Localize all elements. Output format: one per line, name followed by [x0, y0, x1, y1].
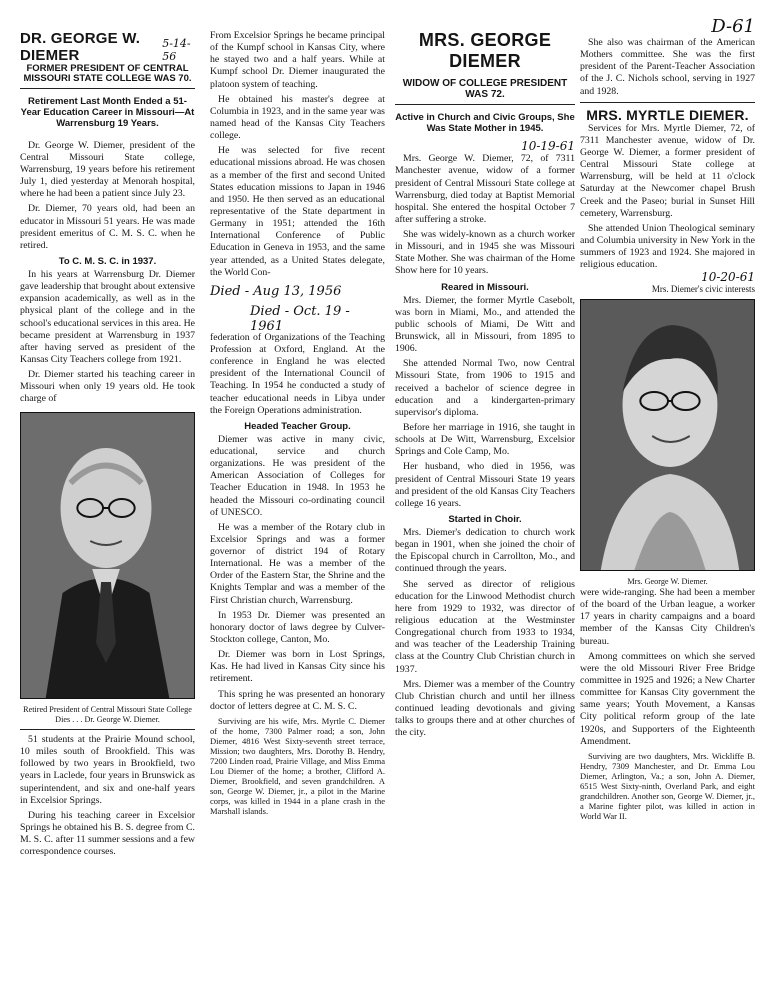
mrs-diemer-paragraph: were wide-ranging. She had been a member of the board of the Urban league, a worker 17 years in charity campaigns and a board member of the Kansas City Children's bureau. — [580, 586, 755, 647]
handwritten-death-notes — [210, 282, 385, 332]
dr-diemer-photo-caption: Retired President of Central Missouri State College Dies . . . Dr. George W. Diemer. — [23, 704, 192, 724]
mrs-diemer-paragraph: Mrs. George W. Diemer, 72, of 7311 Manchester avenue, widow of a former president of Central Missouri State college at Warrensburg, died today at Baptist Memorial hospital. She entered the hospital October 7 after suffering a stroke. — [395, 153, 575, 225]
mrs-diemer-section-heading: Started in Choir. — [448, 514, 522, 526]
divider — [395, 104, 575, 105]
mrs-diemer-paragraph: Mrs. Diemer's dedication to church work began in 1901, when she joined the choir of the Episcopal church in Carrollton, Mo., and continued through the years. — [395, 527, 575, 575]
dr-diemer-continued-column — [210, 30, 385, 819]
dr-diemer-paragraph: Dr. Diemer, 70 years old, had been an educator in Missouri 51 years. He was made president emeritus of C. M. S. C. when he retired. — [20, 203, 195, 251]
mrs-diemer-handwritten-date: 10-19-61 — [521, 139, 575, 154]
mrs-diemer-paragraph: Services for Mrs. Myrtle Diemer, 72, of 7311 Manchester avenue, widow of Dr. George W. Diemer, a former president of Central Missouri State college at Warrensburg, will be held at 11 o'clock Saturday at the Newcomer chapel Brush Creek and the Paseo; burial in Sunset Hill cemetery, Warrensburg. — [580, 122, 755, 219]
divider — [20, 88, 195, 89]
mrs-diemer-photo — [580, 299, 755, 571]
mrs-diemer-photo-caption: Mrs. George W. Diemer. — [627, 576, 708, 586]
mrs-diemer-title: MRS. GEORGE DIEMER — [418, 30, 552, 71]
mrs-diemer-paragraph: She was widely-known as a church worker in Missouri, and in 1945 she was Missouri State Mother. She was chairman of the Home Show here for 10 years. — [395, 229, 575, 277]
divider — [580, 102, 755, 103]
dr-diemer-section-heading: Headed Teacher Group. — [244, 420, 351, 432]
dr-diemer-paragraph: During his teaching career in Excelsior Springs he obtained his B. S. degree from C. M. S. C. after 11 summer sessions and a few correspondence courses. — [20, 809, 195, 858]
dr-diemer-paragraph: Dr. George W. Diemer, president of the Central Missouri State college, Warrensburg, 19 years before his retirement July 1, died yesterday at Menorah hospital, where he had been a patient since July 23. — [20, 139, 195, 200]
dr-diemer-paragraph: In 1953 Dr. Diemer was presented an honorary doctor of laws degree by Culver-Stockton college, Canton, Mo. — [210, 609, 385, 646]
dr-diemer-paragraph: Dr. Diemer was born in Lost Springs, Kas. He had lived in Kansas City since his retirement. — [210, 649, 385, 685]
dr-diemer-paragraph: Diemer was active in many civic, educational, service and church organizations. He was president of the American Association of Colleges for Teacher Education in 1948. In 1953 he headed the Missouri co-ordinating council of UNESCO. — [210, 433, 385, 518]
dr-diemer-paragraph: This spring he was presented an honorary doctor of letters degree at C. M. S. C. — [210, 688, 385, 712]
mrs-diemer-portrait-svg — [581, 300, 754, 570]
dr-diemer-survivors: Surviving are his wife, Mrs. Myrtle C. Diemer of the home, 7300 Palmer road; a son, John Diemer, 4816 West Sixty-seventh street terrace, Mission; two daughters, Mrs. Dorothy B. Hendry, 7200 Linden road, Prairie Village, and Miss Emma Lou Diemer of the home; a brother, Clifford A. Diemer, Brookfield, and seven grandchildren. A son, George W. Diemer, jr., a pilot in the Marine corps, was killed in 1944 in a plane crash in the Marshall islands. — [210, 715, 385, 817]
dr-diemer-article-column — [20, 30, 195, 861]
dr-diemer-photo — [20, 412, 195, 699]
mrs-diemer-handwritten-date-2: 10-20-61 — [701, 270, 755, 285]
mrs-diemer-paragraph: She attended Normal Two, now Central Missouri State, from 1906 to 1915 and received a bachelor of science degree in education and a kindergarten-primary supervisor's diploma. — [395, 358, 575, 418]
mrs-diemer-obituary-column — [395, 30, 575, 742]
mrs-diemer-paragraph: Mrs. Diemer was a member of the Country Club Christian church and until her illness continued leading devotionals and giving talks to groups there and at other churches of the city. — [395, 678, 575, 739]
dr-diemer-deck: FORMER PRESIDENT OF CENTRAL MISSOURI STATE COLLEGE WAS 70. — [23, 63, 192, 84]
divider — [20, 729, 195, 730]
mrs-diemer-survivors: Surviving are two daughters, Mrs. Wickliffe B. Hendry, 7309 Manchester, and Dr. Emma Lou Diemer, Arlington, Va.; a son, John A. Diemer, 6515 West Sixty-ninth, Overland Park, and eight grandchildren. Another son, George W. Diemer, jr., a Marine fighter pilot, was killed in action in World War II. — [580, 750, 755, 821]
handwritten-died-aug-1956: Died - Aug 13, 1956 — [210, 283, 342, 299]
mrs-diemer-paragraph: Her husband, who died in 1956, was president of Central Missouri State 19 years and president of the old Kansas City Teachers college 16 years. — [395, 461, 575, 509]
mrs-diemer-subdeck: Active in Church and Civic Groups, She Was State Mother in 1945. — [395, 112, 575, 135]
mrs-diemer-paragraph: She also was chairman of the American Mothers committee. She was the first president of the Parent-Teacher Association of the J. C. Nichols school, serving in 1927 and 1928. — [580, 37, 755, 97]
mrs-diemer-second-column — [580, 16, 755, 824]
dr-diemer-paragraph: He was a member of the Rotary club in Excelsior Springs and was a former governor of district 194 of Rotary International. He was a member of the Order of the Eastern Star, the Shrine and the Knights Templar and was a member of the First Christian church, Warrensburg. — [210, 521, 385, 606]
dr-diemer-paragraph: 51 students at the Prairie Mound school, 10 miles south of Brookfield. This was followed by two years in Brookfield, two years in Laclede, four years in Brunswick as superintendent, and six and one-half years in Excelsior Springs. — [20, 734, 195, 806]
dr-diemer-paragraph: Dr. Diemer started his teaching career in Missouri when only 19 years old. He took charge of — [20, 369, 195, 405]
dr-diemer-title: DR. GEORGE W. DIEMER — [20, 30, 141, 64]
dr-diemer-paragraph: He obtained his master's degree at Columbia in 1923, and in the same year was named head of the Kansas City Teachers college. — [210, 93, 385, 142]
dr-diemer-date-note: 5-14-56 — [162, 37, 191, 63]
dr-diemer-paragraph: In his years at Warrensburg Dr. Diemer gave leadership that brought about extensive expansion academically, as well as in the physical plant of the college and in the school's educational services in this area. He became president at Warrensburg in 1937 after having served as president of the Kansas City Teachers college from 1921. — [20, 268, 195, 365]
mrs-diemer-paragraph: Mrs. Diemer, the former Myrtle Casebolt, was born in Miami, Mo., and attended the public schools of Miami, De Witt and Brunswick, all in Missouri, from 1895 to 1906. — [395, 294, 575, 355]
dr-diemer-subhead: Retirement Last Month Ended a 51-Year Education Career in Missouri—At Warrensburg 19 Years. — [20, 95, 195, 129]
dr-diemer-header — [20, 30, 195, 64]
handwritten-died-oct-1961: Died - Oct. 19 - 1961 — [250, 303, 350, 334]
mrs-diemer-section-heading: Reared in Missouri. — [441, 281, 529, 293]
mrs-diemer-paragraph: Before her marriage in 1916, she taught in schools at De Witt, Warrensburg, Excelsior Springs and Cole Camp, Mo. — [395, 422, 575, 458]
dr-diemer-paragraph: federation of Organizations of the Teaching Profession at Oxford, England. At the conference in England he was elected president of the International Council of Teaching. In 1954 he conducted a study of teacher educational needs in Libya under the Foreign Operations administration. — [210, 331, 385, 416]
mrs-diemer-civic-interests-line: Mrs. Diemer's civic interests — [651, 284, 755, 295]
handwritten-file-mark: D-61 — [711, 16, 755, 37]
mrs-diemer-paragraph: She attended Union Theological seminary and Columbia university in New York in the summers of 1923 and 1924. She majored in religious education. — [580, 222, 755, 271]
mrs-diemer-paragraph: Among committees on which she served were the old Missouri River Free Bridge committee in 1925 and 1926; a New Charter committee for Kansas City government the same years; Youth Movement, a Kansas City political reform group of the late 1920s, and Supporters of the Eighteenth Amendment. — [580, 650, 755, 747]
dr-diemer-paragraph: He was selected for five recent educational missions abroad. He was chosen as a member of the first and second United States education missions to Japan in 1946 and 1950. He then served as an educational representative of the State department in Germany in 1951; attended the 16th International Conference of Public Education in Geneva in 1953, and the same year attended, as a United States delegate, the World Con- — [210, 145, 385, 278]
mrs-diemer-paragraph: She served as director of religious education for the Linwood Methodist church here from 1929 to 1932, was director of religious education at the Westminster Congregational church from 1933 to 1934, and was teacher of the Leadership Training class at the Country Club Christian church in 1937. — [395, 578, 575, 675]
mrs-myrtle-diemer-title: MRS. MYRTLE DIEMER. — [586, 106, 749, 123]
dr-diemer-paragraph: From Excelsior Springs he became principal of the Kumpf school in Kansas City, where he stayed two and a half years. While at Kumpf school Dr. Diemer inaugurated the platoon system of teaching. — [210, 30, 385, 90]
mrs-diemer-deck: WIDOW OF COLLEGE PRESIDENT WAS 72. — [402, 78, 568, 101]
dr-diemer-portrait-svg — [21, 413, 194, 698]
dr-diemer-section-heading: To C. M. S. C. in 1937. — [58, 255, 157, 267]
